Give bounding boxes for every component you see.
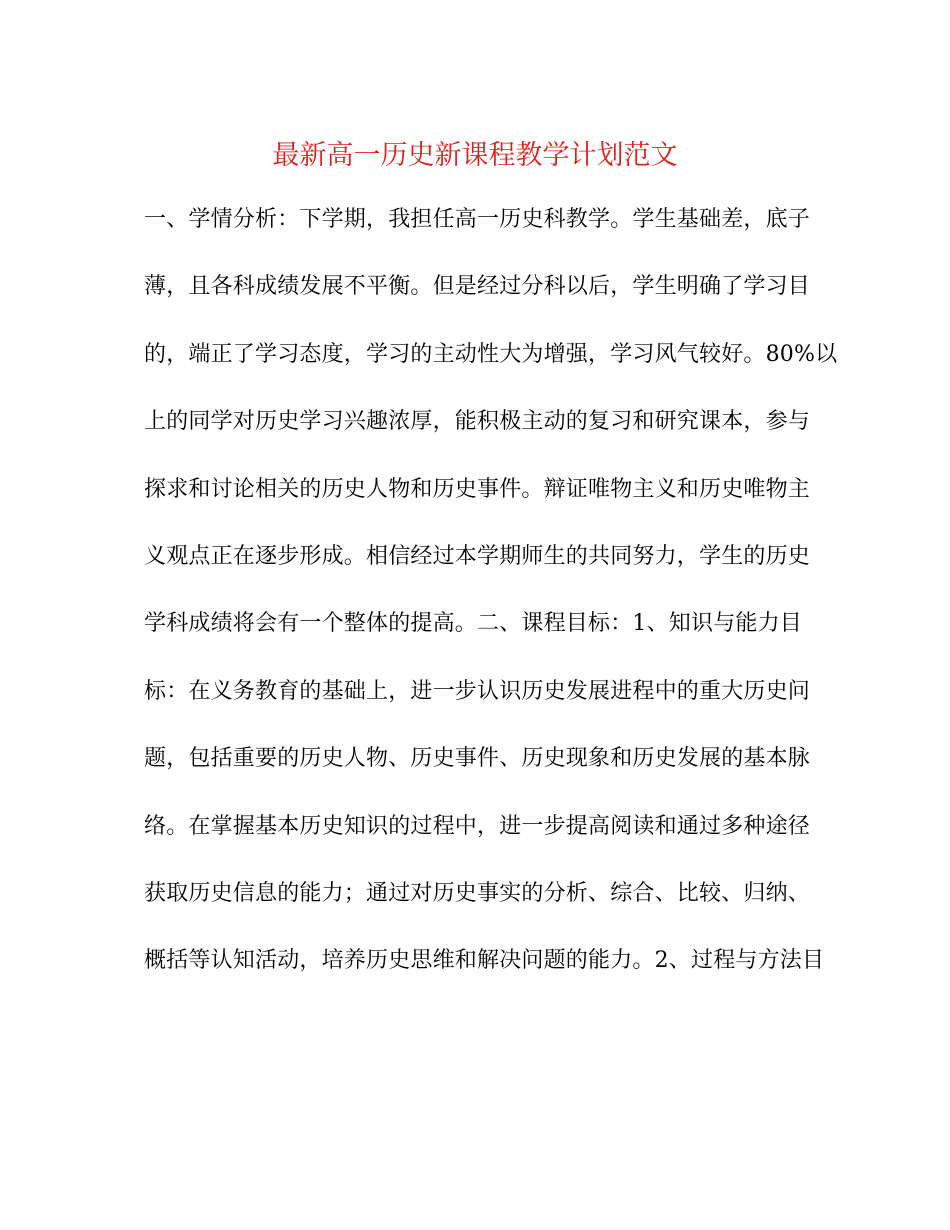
body-line: 题，包括重要的历史人物、历史事件、历史现象和历史发展的基本脉 <box>144 746 811 772</box>
body-line: 学科成绩将会有一个整体的提高。二、课程目标：1、知识与能力目 <box>144 611 802 637</box>
body-line: 获取历史信息的能力；通过对历史事实的分析、综合、比较、归纳、 <box>144 880 811 906</box>
body-line: 上的同学对历史学习兴趣浓厚，能积极主动的复习和研究课本，参与 <box>144 409 811 435</box>
body-line: 概括等认知活动，培养历史思维和解决问题的能力。2、过程与方法目 <box>144 948 825 974</box>
body-line: 络。在掌握基本历史知识的过程中，进一步提高阅读和通过多种途径 <box>144 813 811 839</box>
body-line: 义观点正在逐步形成。相信经过本学期师生的共同努力，学生的历史 <box>144 543 811 569</box>
body-line: 一、学情分析：下学期，我担任高一历史科教学。学生基础差，底子 <box>144 207 811 232</box>
document-body <box>144 186 838 995</box>
body-line: 探求和讨论相关的历史人物和历史事件。辩证唯物主义和历史唯物主 <box>144 476 811 502</box>
document-title: 最新高一历史新课程教学计划范文 <box>272 140 678 171</box>
body-line: 标：在义务教育的基础上，进一步认识历史发展进程中的重大历史问 <box>144 678 811 704</box>
body-line: 薄，且各科成绩发展不平衡。但是经过分科以后，学生明确了学习目 <box>144 274 811 300</box>
body-line: 的，端正了学习态度，学习的主动性大为增强，学习风气较好。80%以 <box>144 341 838 367</box>
